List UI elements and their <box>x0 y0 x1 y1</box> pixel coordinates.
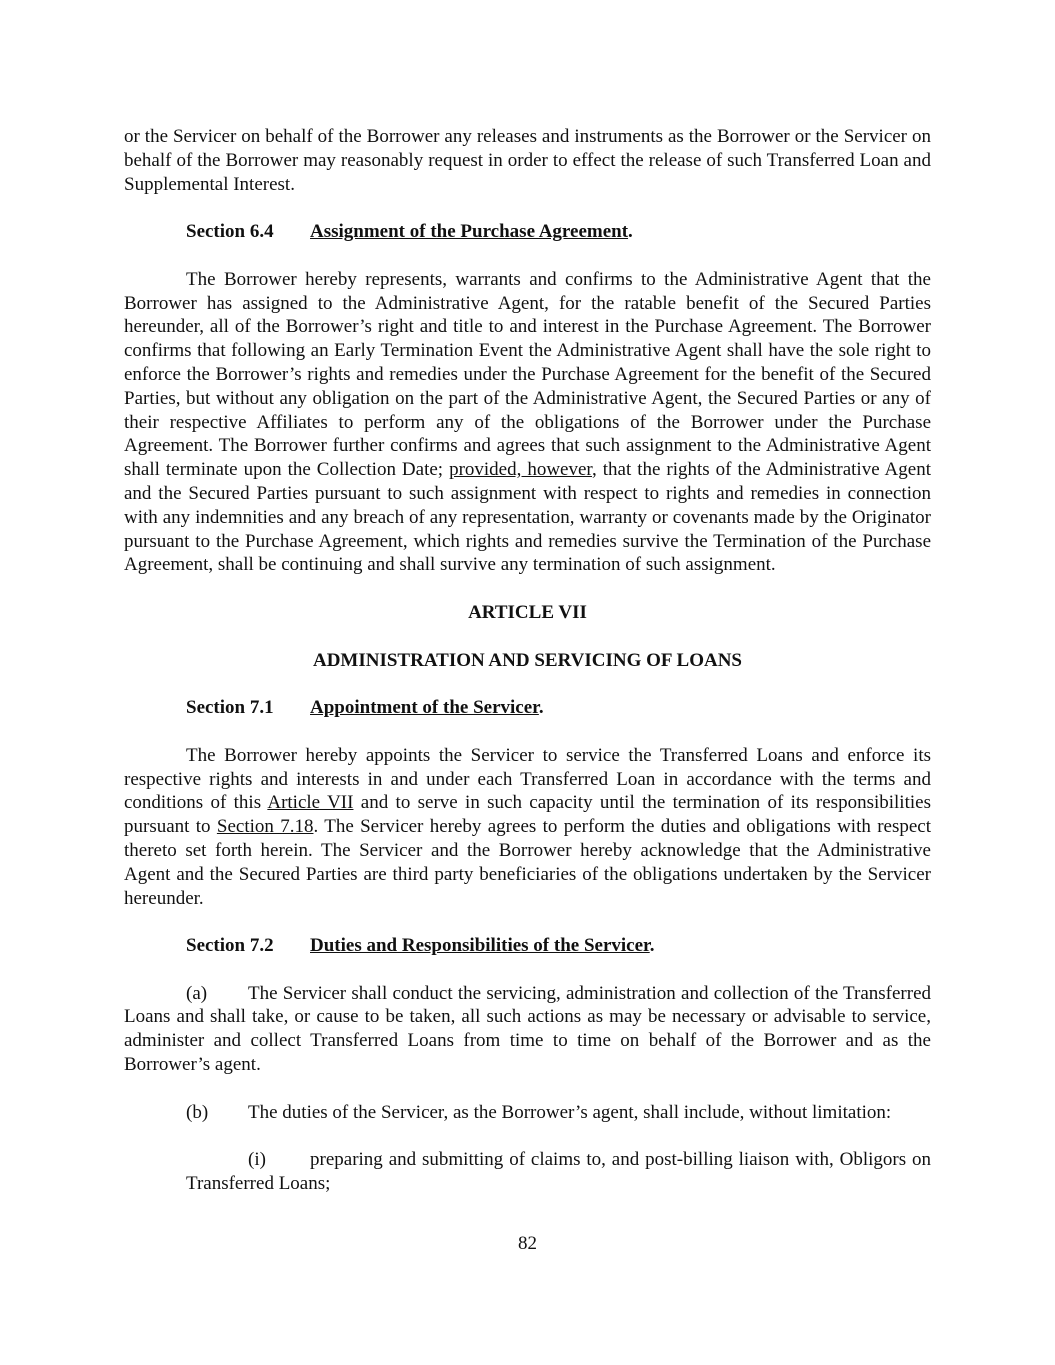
section-number: Section 7.2 <box>186 935 274 957</box>
section-number: Section 7.1 <box>186 697 274 719</box>
page-number: 82 <box>518 1233 537 1254</box>
section-7-1-heading: Section 7.1 Appointment of the Servicer. <box>186 697 544 719</box>
provided-however-term: provided, however <box>449 459 592 481</box>
continuation-paragraph: or the Servicer on behalf of the Borrower any releases and instruments as the Borrower or the Servicer on behalf of the Borrower may reasonably request in order to effect the release of such Transferred Loan and Supplemental Interest. <box>124 126 931 195</box>
article-title: ADMINISTRATION AND SERVICING OF LOANS <box>312 649 742 671</box>
section-6-4-heading: Section 6.4 Assignment of the Purchase Agreement. <box>186 221 633 243</box>
section-7-18-reference: Section 7.18 <box>216 816 314 838</box>
article-number: ARTICLE VII <box>468 601 587 623</box>
clause-b: (b) The duties of the Servicer, as the Borrower’s agent, shall include, without limitation: <box>186 1101 892 1123</box>
clause-b-label: (b) <box>186 1101 209 1123</box>
article-vii-reference: Article VII <box>267 792 354 814</box>
section-title: Appointment of the Servicer <box>310 697 539 719</box>
clause-i: (i) preparing and submitting of claims to, and post-billing liaison with, Obligors on Transferred Loans; <box>186 1149 931 1195</box>
document-page <box>124 125 931 1196</box>
clause-i-label: (i) <box>248 1149 266 1171</box>
section-title: Duties and Responsibilities of the Servicer <box>310 935 650 957</box>
section-title: Assignment of the Purchase Agreement <box>310 221 629 243</box>
section-7-1-body: The Borrower hereby appoints the Servicer to service the Transferred Loans and enforce its respective rights and interests in and under each Transferred Loan in accordance with the terms and conditions of this Article VII and to serve in such capacity until the termination of its responsibilities pursuant to Section 7.18. The Servicer hereby agrees to perform the duties and obligations with respect thereto set forth herein. The Servicer and the Borrower hereby acknowledge that the Administrative Agent and the Secured Parties are third party beneficiaries of the obligations undertaken by the Servicer hereunder. <box>124 744 931 909</box>
section-7-2-heading: Section 7.2 Duties and Responsibilities of the Servicer. <box>186 935 655 957</box>
section-number: Section 6.4 <box>186 221 274 243</box>
clause-a-label: (a) <box>186 982 208 1004</box>
section-6-4-body: The Borrower hereby represents, warrants and confirms to the Administrative Agent that the Borrower has assigned to the Administrative Agent, for the ratable benefit of the Secured Parties hereunder, all of the Borrower’s right and title to and interest in the Purchase Agreement. The Borrower confirms that following an Early Termination Event the Administrative Agent shall have the sole right to enforce the Borrower’s rights and remedies under the Purchase Agreement for the benefit of the Secured Parties, but without any obligation on the part of the Administrative Agent, the Secured Parties or any of their respective Affiliates to perform any of the obligations of the Borrower under the Purchase Agreement. The Borrower further confirms and agrees that such assignment to the Administrative Agent shall terminate upon the Collection Date; provided, however, that the rights of the Administrative Agent and the Secured Parties pursuant to such assignment with respect to rights and remedies in connection with any indemnities and any breach of any representation, warranty or covenants made by the Originator pursuant to the Purchase Agreement, which rights and remedies survive the Termination of the Purchase Agreement, shall be continuing and shall survive any termination of such assignment. <box>124 268 931 576</box>
clause-a: (a) The Servicer shall conduct the servicing, administration and collection of the Transferred Loans and shall take, or cause to be taken, all such actions as may be necessary or advisable to service, administer and collect Transferred Loans from time to time on behalf of the Borrower and as the Borrower’s agent. <box>124 982 931 1076</box>
